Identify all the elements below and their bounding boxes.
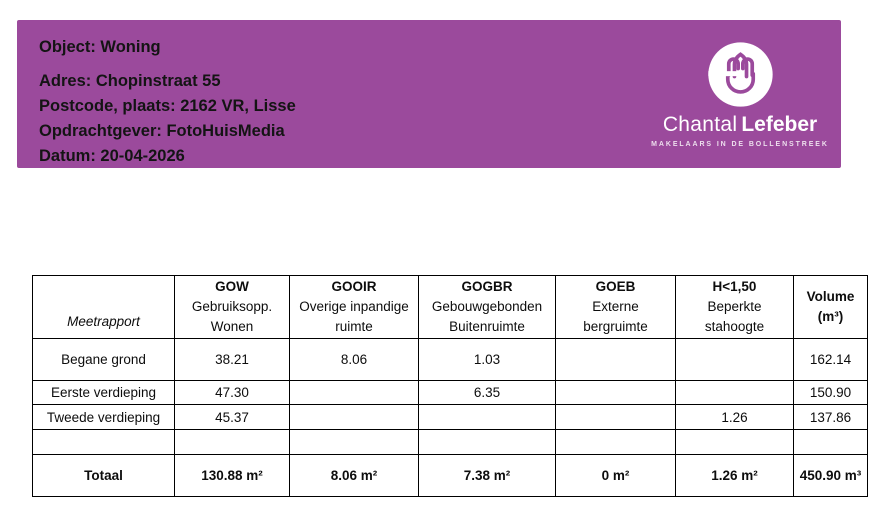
- col-header-gogbr: [419, 276, 556, 339]
- col-code-gogbr: GOGBR: [461, 279, 513, 294]
- measurement-table: [32, 275, 868, 497]
- cell-total-goeb: 0 m²: [556, 455, 676, 497]
- date-line: Datum: 20-04-2026: [39, 147, 185, 165]
- tulip-icon: [707, 41, 774, 108]
- col-code-goeb: GOEB: [595, 279, 636, 294]
- cell-gooir: 8.06: [290, 339, 419, 381]
- brand-tagline: MAKELAARS IN DE BOLLENSTREEK: [651, 141, 829, 148]
- cell-gogbr: [419, 405, 556, 430]
- cell-gogbr: 1.03: [419, 339, 556, 381]
- col-desc: Gebruiksopp.: [191, 299, 273, 314]
- cell-total-gogbr: 7.38 m²: [419, 455, 556, 497]
- col-header-volume: [794, 276, 868, 339]
- col-desc: Overige inpandige: [299, 299, 409, 314]
- cell-volume: 150.90: [794, 381, 868, 405]
- row-label-totaal: Totaal: [33, 455, 175, 497]
- header-row: [33, 276, 868, 339]
- col-code-h150: H<1,50: [712, 279, 757, 294]
- object-line: Object: Woning: [39, 38, 161, 56]
- col-desc: (m³): [817, 309, 844, 324]
- col-desc: Gebouwgebonden: [431, 299, 543, 314]
- col-desc: stahoogte: [704, 319, 765, 334]
- table-row-empty: [33, 430, 868, 455]
- cell-gow: 38.21: [175, 339, 290, 381]
- cell-volume: 162.14: [794, 339, 868, 381]
- table-corner-label: Meetrapport: [33, 276, 175, 339]
- cell-volume: [794, 430, 868, 455]
- col-header-gow: [175, 276, 290, 339]
- col-desc: bergruimte: [583, 319, 648, 334]
- cell-total-volume: 450.90 m³: [794, 455, 868, 497]
- property-details: [39, 35, 296, 169]
- col-header-h150: [676, 276, 794, 339]
- cell-h150: [676, 430, 794, 455]
- cell-gow: 47.30: [175, 381, 290, 405]
- col-desc: Buitenruimte: [449, 319, 525, 334]
- cell-h150: [676, 381, 794, 405]
- client-line: Opdrachtgever: FotoHuisMedia: [39, 122, 285, 140]
- cell-volume: 137.86: [794, 405, 868, 430]
- col-header-goeb: [556, 276, 676, 339]
- cell-gooir: [290, 405, 419, 430]
- cell-total-h150: 1.26 m²: [676, 455, 794, 497]
- table-row-totaal: [33, 455, 868, 497]
- cell-total-gooir: 8.06 m²: [290, 455, 419, 497]
- col-desc: Wonen: [210, 319, 254, 334]
- table-row-eerste-verdieping: [33, 381, 868, 405]
- cell-gow: 45.37: [175, 405, 290, 430]
- address-line: Adres: Chopinstraat 55: [39, 72, 221, 90]
- cell-gooir: [290, 381, 419, 405]
- col-code-gow: GOW: [215, 279, 249, 294]
- brand-first-name: Chantal: [662, 113, 738, 136]
- col-desc: Beperkte: [707, 299, 762, 314]
- brand-last-name: Lefeber: [741, 113, 818, 136]
- cell-goeb: [556, 405, 676, 430]
- cell-goeb: [556, 339, 676, 381]
- cell-goeb: [556, 430, 676, 455]
- cell-goeb: [556, 381, 676, 405]
- cell-h150: 1.26: [676, 405, 794, 430]
- col-code-volume: Volume: [806, 289, 855, 304]
- col-header-gooir: [290, 276, 419, 339]
- col-code-gooir: GOOIR: [331, 279, 377, 294]
- cell-h150: [676, 339, 794, 381]
- cell-gogbr: 6.35: [419, 381, 556, 405]
- table-row-tweede-verdieping: [33, 405, 868, 430]
- postcode-line: Postcode, plaats: 2162 VR, Lisse: [39, 97, 296, 115]
- row-label: [33, 430, 175, 455]
- header-banner: [17, 20, 841, 168]
- row-label: Eerste verdieping: [33, 381, 175, 405]
- cell-gow: [175, 430, 290, 455]
- cell-total-gow: 130.88 m²: [175, 455, 290, 497]
- col-desc: Externe: [592, 299, 639, 314]
- row-label: Begane grond: [33, 339, 175, 381]
- company-logo: [634, 41, 846, 148]
- table-row-begane-grond: [33, 339, 868, 381]
- row-label: Tweede verdieping: [33, 405, 175, 430]
- brand-name: [634, 113, 846, 137]
- col-desc: ruimte: [335, 319, 373, 334]
- cell-gooir: [290, 430, 419, 455]
- cell-gogbr: [419, 430, 556, 455]
